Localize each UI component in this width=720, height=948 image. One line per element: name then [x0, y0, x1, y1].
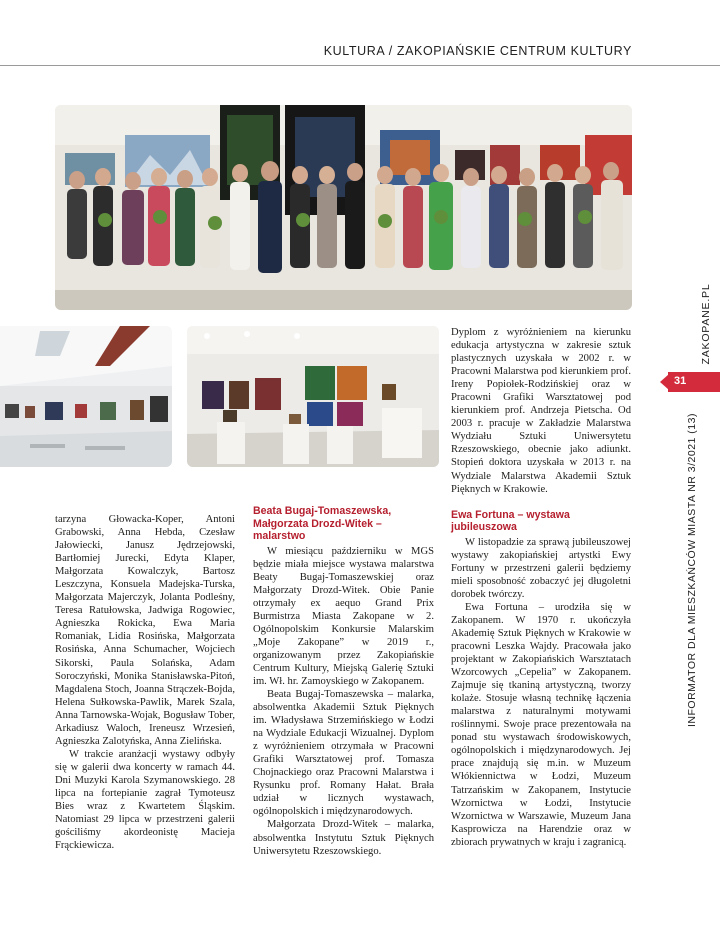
- publication-line: [682, 400, 702, 740]
- group-photo: [55, 105, 632, 310]
- column-3: [451, 326, 631, 849]
- paragraph: tarzyna Głowacka-Koper, Antoni Grabowski, Anna Hebda, Czesław Jałowiecki, Janusz Jędrzejowski, Bartłomiej Jurecki, Edyta Klaper, Małgorzata Kowalczyk, Bartosz Leszczyna, Konsuela Madejska-Turska, Małgorzata Majerczyk, Jolanta Podleśny, Teresa Ratułowska, Jadwiga Rogowiec, Agnieszka Rokicka, Ewa Maria Romaniak, Lidia Rosińska, Małgorzata Rosińska, Anna Schumacher, Wojciech Sikorski, Paula Solańska, Adam Soroczyński, Monika Stanisławska-Pitoń, Magdalena Stoch, Joanna Strączek-Bojda, Helena Sułkowska-Pawlik, Marek Szala, Anna Tarnowska-Wojak, Bogusław Tober, Arkadiusz Waloch, Ireneusz Wrzesień, Agnieszka Zalotyńska, Anna Zielińska.: [55, 514, 235, 747]
- site-name-label: ZAKOPANE.PL: [700, 283, 712, 365]
- page-number-badge: [660, 372, 720, 392]
- paragraph: Małgorzata Drozd-Witek – malarka, absolwentka Instytutu Sztuk Pięknych Uniwersytetu Rzeszowskiego.: [253, 819, 434, 857]
- article-heading: Beata Bugaj-Tomaszewska, Małgorzata Drozd-Witek – malarstwo: [253, 505, 392, 542]
- paragraph: Beata Bugaj-Tomaszewska – malarka, absolwentka Akademii Sztuk Pięknych im. Władysława Strzemińskiego w Łodzi na Wydziale Edukacji Wizualnej. Dyplom z wyróżnieniem otrzymała w Pracowni Grafiki Warsztatowej prof. Tomasza Chojnackiego oraz Pracowni Malarstwa i Rysunku prof. Romany Hałat. Brała udział w licznych wystawach, ogólnopolskich i międzynarodowych.: [253, 689, 434, 818]
- sidebar: [660, 400, 720, 740]
- paragraph: Ewa Fortuna – urodziła się w Zakopanem. W 1970 r. ukończyła Akademię Sztuk Pięknych w Krakowie w pracowni Leszka Wajdy. Pracowała jako projektant w Zakopiańskich Warsztatach Wzorcowych „Cepelia” w Zakopanem. Zajmuje się tkaniną artystyczną, tworzy kolaże. Stosuje własną technikę łączenia malarstwa z naturalnymi motywami roślinnymi. Swoje prace prezentowała na ponad stu wystawach środowiskowych, ogólnopolskich i międzynarodowych. Jej prace znajdują się m.in. w Muzeum Włókiennictwa w Łodzi, Muzeum Tatrzańskim w Zakopanem, Instytucie Wzornictwa w Łodzi, Instytucie Wzornictwa w Warszawie, Muzeum Jana Kasprowicza na Harendzie oraz w zbiorach prywatnych w kraju i zagranicą.: [451, 601, 631, 848]
- publication-label: INFORMATOR DLA MIESZKAŃCÓW MIASTA NR 3/2021 (13): [686, 413, 698, 727]
- paragraph: Dyplom z wyróżnieniem na kierunku edukacja artystyczna w zakresie sztuk plastycznych uzyskała w 2002 r. w Pracowni Malarstwa pod kierunkiem prof. Ireny Popiołek-Rodzińskiej oraz w Pracowni Grafiki Warsztatowej pod kierunkiem prof. Andrzeja Pietscha. Od 2003 r. pracuje w Zakładzie Malarstwa Wydziału Sztuki Uniwersytetu Rzeszowskiego, obecnie jako adiunkt. Stopień doktora uzyskała w 2013 r. na Wydziale Malarstwa Akademii Sztuk Pięknych w Krakowie.: [451, 327, 631, 495]
- column-2: [253, 505, 434, 858]
- paragraph: W listopadzie za sprawą jubileuszowej wystawy zakopiańskiej artystki Ewy Fortuny w przestrzeni galerii będziemy mieli sposobność zobaczyć jej długoletni dorobek twórczy.: [451, 536, 631, 600]
- section-title: KULTURA / ZAKOPIAŃSKIE CENTRUM KULTURY: [323, 44, 632, 58]
- gallery-photo-left: [0, 326, 172, 467]
- gallery-photo-center: [187, 326, 439, 467]
- group-photo-illustration: [55, 105, 632, 310]
- page-header: [0, 0, 720, 66]
- site-name: [696, 284, 716, 364]
- page-number: 31: [674, 375, 687, 387]
- column-1: [55, 513, 235, 852]
- paragraph: W miesiącu październiku w MGS będzie miała miejsce wystawa malarstwa Beaty Bugaj-Tomaszewskiej oraz Małgorzaty Drozd-Witek. Obie Panie otrzymały ex aequo Grand Prix Burmistrza Miasta Zakopane w 2. Ogólnopolskim Konkursie Malarskim „Moje Zakopane” w 2019 r., organizowanym przez Zakopiańskie Centrum Kultury, Miejską Galerię Sztuki im. Wł. hr. Zamoyskiego w Zakopanem.: [253, 545, 434, 687]
- paragraph: W trakcie aranżacji wystawy odbyły się w galerii dwa koncerty w ramach 44. Dni Muzyki Karola Szymanowskiego. 28 lipca na fortepianie zagrał Tymoteusz Bies wraz z Kwartetem Śląskim. Natomiast 29 lipca w przestrzeni galerii gościliśmy akordeonistę Macieja Frąckiewicza.: [55, 748, 235, 852]
- article-heading: Ewa Fortuna – wystawa jubileuszowa: [451, 508, 570, 534]
- gallery-interior-illustration: [0, 326, 172, 467]
- gallery-exhibition-illustration: [187, 326, 439, 467]
